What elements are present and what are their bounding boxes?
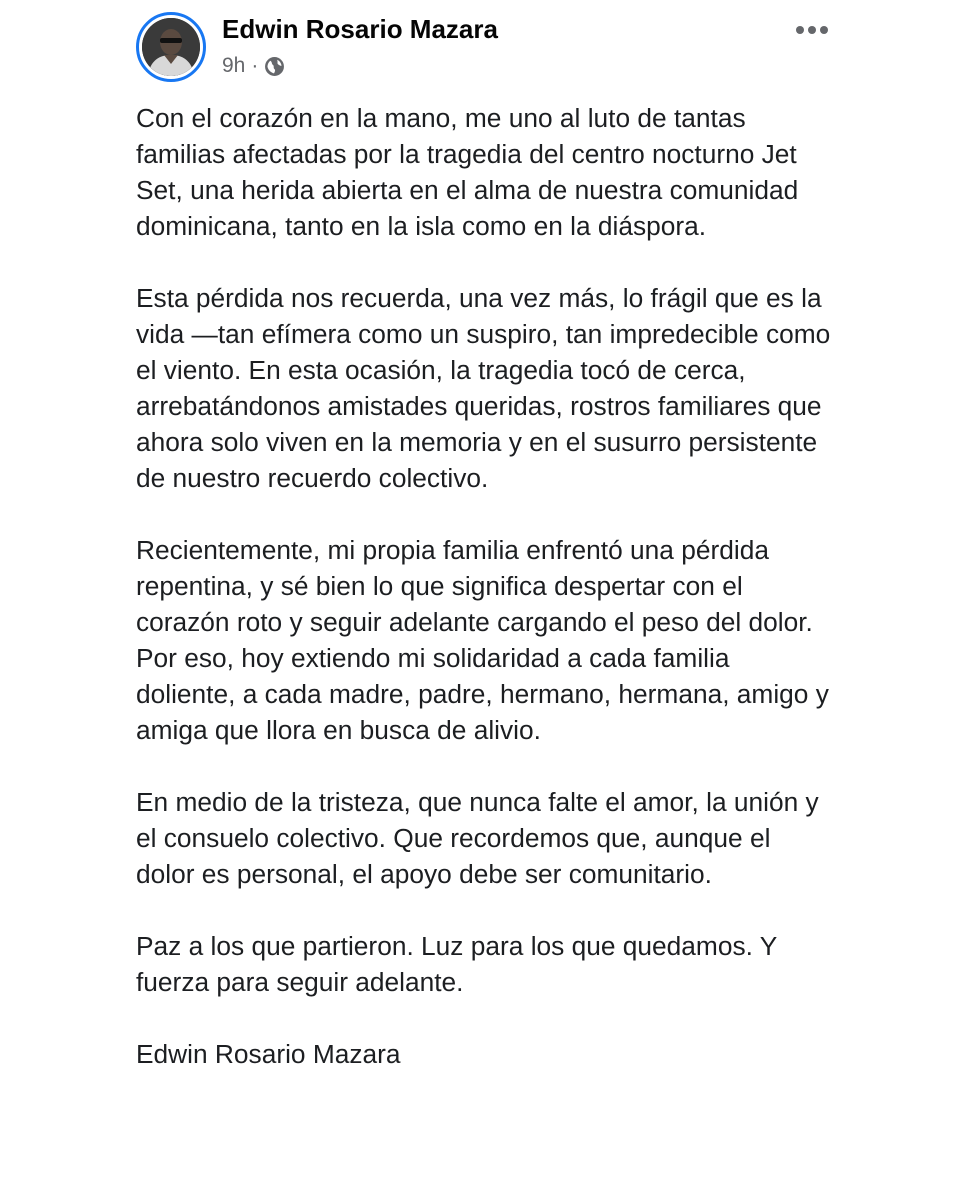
more-options-button[interactable] <box>794 16 830 44</box>
more-options-icon <box>795 25 829 35</box>
post-paragraph: En medio de la tristeza, que nunca falte el amor, la unión y el consuelo colectivo. Que recordemos que, aunque el dolor es personal, el apoyo debe ser comunitario. <box>136 787 819 889</box>
avatar[interactable] <box>136 12 206 82</box>
post-header <box>136 12 836 86</box>
author-name[interactable]: Edwin Rosario Mazara <box>222 14 498 44</box>
post-signature: Edwin Rosario Mazara <box>136 1039 401 1069</box>
meta-separator: · <box>251 54 259 77</box>
post-text <box>136 100 836 1108</box>
avatar-photo <box>142 18 200 76</box>
post-paragraph: Con el corazón en la mano, me uno al luto de tantas familias afectadas por la tragedia del centro nocturno Jet Set, una herida abierta en el alma de nuestra comunidad dominicana, tanto en la isla como en la diáspora. <box>136 103 799 241</box>
globe-icon[interactable] <box>264 56 285 77</box>
post-meta <box>222 54 285 78</box>
avatar-person-icon <box>142 18 200 76</box>
post-paragraph: Paz a los que partieron. Luz para los que quedamos. Y fuerza para seguir adelante. <box>136 931 777 997</box>
post-paragraph: Esta pérdida nos recuerda, una vez más, lo frágil que es la vida —tan efímera como un suspiro, tan impredecible como el viento. En esta ocasión, la tragedia tocó de cerca, arrebatándonos amistades queridas, rostros familiares que ahora solo viven en la memoria y en el susurro persistente de nuestro recuerdo colectivo. <box>136 283 831 493</box>
post-time[interactable]: 9h <box>222 54 246 77</box>
post-paragraph: Recientemente, mi propia familia enfrentó una pérdida repentina, y sé bien lo que significa despertar con el corazón roto y seguir adelante cargando el peso del dolor. Por eso, hoy extiendo mi solidaridad a cada familia doliente, a cada madre, padre, hermano, hermana, amigo y amiga que llora en busca de alivio. <box>136 535 829 745</box>
